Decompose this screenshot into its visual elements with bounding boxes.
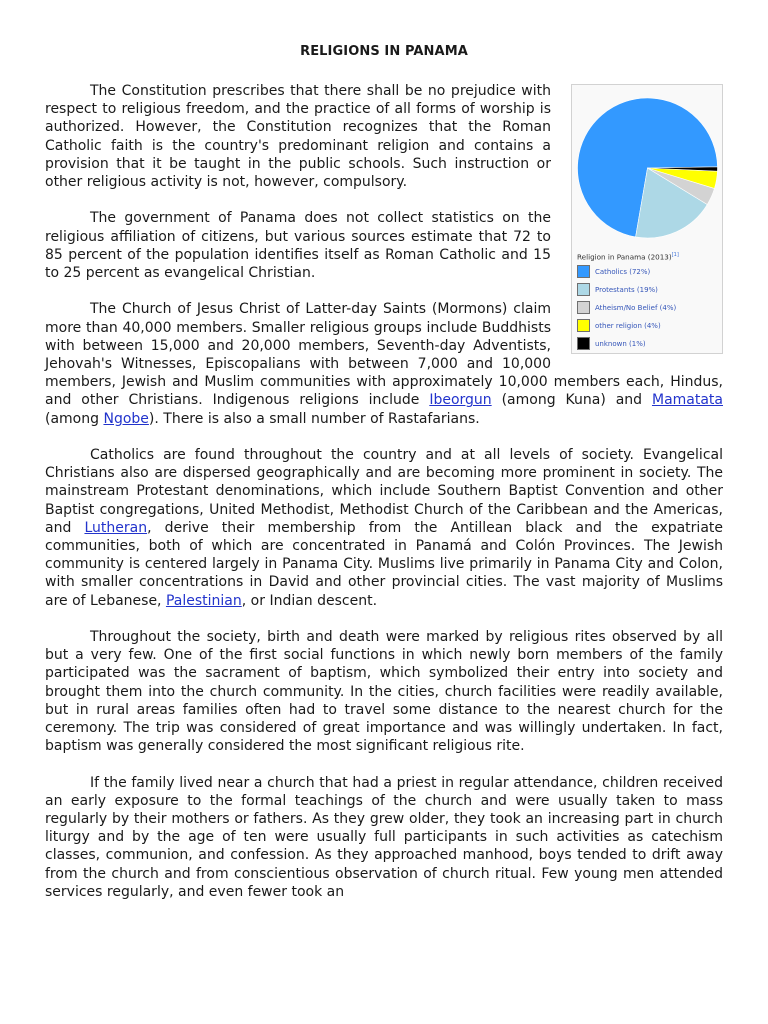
chart-title-reference[interactable]: [1] (671, 252, 679, 258)
document-body (45, 82, 723, 919)
legend-label[interactable]: unknown (1%) (595, 340, 646, 348)
link-ibeorgun[interactable]: Ibeorgun (429, 392, 492, 409)
text-segment: The Church of Jesus Christ of Latter-day Saints (Mormons) claim more than 40,000 members. Smaller religious groups include Buddhists with between 15,000 and 20,000 members, Seventh-day Adventists, Jehovah's Witnesses, Episcopalians with between 7,000 and 10,000 members, Jewish and Muslim communities with approximately 10,000 members each, Hindus, and other Christians. Indigenous religions include (45, 301, 723, 409)
paragraph-church-attendance: If the family lived near a church that had a priest in regular attendance, children received an early exposure to the formal teachings of the church and were usually taken to mass regularly by their mothers or fathers. As they grew older, they took an increasing part in church liturgy and by the age of ten were usually full participants in such activities as catechism classes, communion, and confession. As they approached manhood, boys tended to drift away from the church and from conscientious observation of church ritual. Few young men attended services regularly, and even fewer took an (45, 774, 723, 900)
legend-label[interactable]: Protestants (19%) (595, 286, 658, 294)
legend-swatch (577, 283, 590, 296)
religion-pie-chart-figure (571, 84, 723, 354)
link-palestinian[interactable]: Palestinian (165, 592, 242, 609)
paragraph-catholics (45, 446, 723, 610)
text-segment: ). There is also a small number of Rastafarians. (148, 410, 480, 427)
legend-swatch (577, 301, 590, 314)
paragraph-constitution-text: The Constitution prescribes that there shall be no prejudice with respect to religious freedom, and the practice of all forms of worship is authorized. However, the Constitution recognizes that the Roman Catholic faith is the country's predominant religion and contains a provision that it be taught in the public schools. Such instruction or other religious activity is not, however, compulsory. (45, 83, 551, 191)
legend-label[interactable]: Atheism/No Belief (4%) (595, 304, 677, 312)
text-segment: (among Kuna) and (491, 392, 652, 409)
link-mamatata[interactable]: Mamatata (651, 392, 723, 409)
paragraph-statistics: The government of Panama does not collect statistics on the religious affiliation of citizens, but various sources estimate that 72 to 85 percent of the population identifies itself as Roman Catholic and 15 to 25 percent as evangelical Christian. (45, 210, 551, 282)
legend-label[interactable]: Catholics (72%) (595, 268, 651, 276)
text-segment: (among (45, 410, 104, 427)
chart-caption (577, 251, 679, 261)
chart-title: Religion in Panama (2013) (577, 252, 672, 262)
page-title: RELIGIONS IN PANAMA (300, 44, 468, 59)
religion-pie-chart (576, 89, 719, 249)
paragraph-baptism: Throughout the society, birth and death were marked by religious rites observed by all but a very few. One of the first social functions in which newly born members of the family participated was the sacrament of baptism, which symbolized their entry into society and brought them into the church community. In the cities, church facilities were readily available, but in rural areas families often had to travel some distance to the nearest church for the ceremony. The trip was considered of great importance and was willingly undertaken. In fact, baptism was generally considered the most significant religious rite. (45, 629, 723, 755)
link-lutheran[interactable]: Lutheran (84, 519, 148, 536)
legend-swatch (577, 337, 590, 350)
text-segment: , derive their membership from the Antillean black and the expatriate communities, both of which are concentrated in Panamá and Colón Provinces. The Jewish community is centered largely in Panama City. Muslims live primarily in Panama City and Colon, with smaller concentrations in David and other provincial cities. The vast majority of Muslims are of Lebanese, (45, 519, 723, 609)
link-ngobe[interactable]: Ngobe (103, 410, 149, 427)
legend-swatch (577, 319, 590, 332)
legend-swatch (577, 265, 590, 278)
legend-label[interactable]: other religion (4%) (595, 322, 661, 330)
text-segment: Catholics are found throughout the country and at all levels of society. Evangelical Christians also are dispersed geographically and are becoming more prominent in society. The mainstream Protestant denominations, which include Southern Baptist Convention and other Baptist congregations, United Methodist, Methodist Church of the Caribbean and the Americas, and (45, 447, 723, 536)
text-segment: , or Indian descent. (241, 592, 378, 609)
